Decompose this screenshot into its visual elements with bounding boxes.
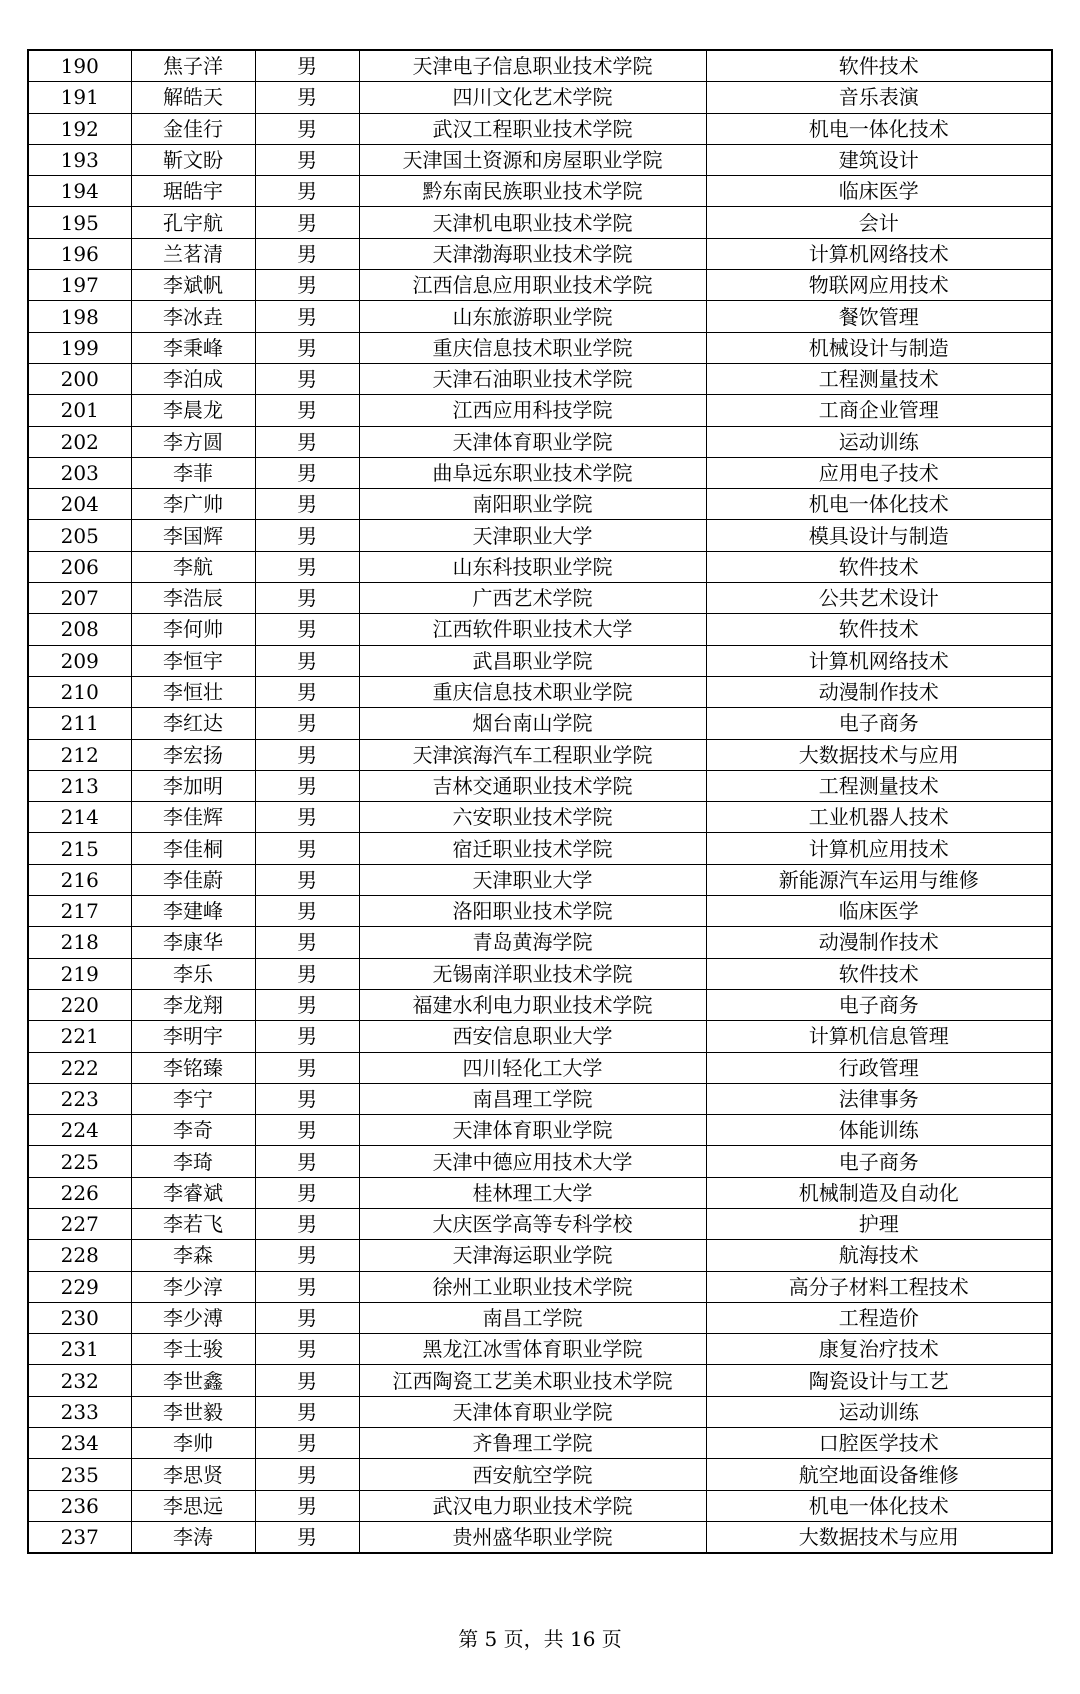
major-cell: 计算机应用技术 bbox=[706, 833, 1052, 864]
name-cell: 李秉峰 bbox=[131, 332, 255, 363]
gender-cell: 男 bbox=[255, 332, 359, 363]
gender-cell: 男 bbox=[255, 1208, 359, 1239]
table-row bbox=[28, 770, 1052, 801]
major-cell: 软件技术 bbox=[706, 50, 1052, 82]
school-cell: 洛阳职业技术学院 bbox=[359, 896, 706, 927]
row-number-cell: 204 bbox=[28, 489, 131, 520]
row-number-cell: 217 bbox=[28, 896, 131, 927]
table-row bbox=[28, 1052, 1052, 1083]
name-cell: 李建峰 bbox=[131, 896, 255, 927]
table-row bbox=[28, 520, 1052, 551]
name-cell: 李恒宇 bbox=[131, 645, 255, 676]
gender-cell: 男 bbox=[255, 1177, 359, 1208]
name-cell: 李宁 bbox=[131, 1083, 255, 1114]
table-row bbox=[28, 363, 1052, 394]
gender-cell: 男 bbox=[255, 1521, 359, 1553]
school-cell: 武昌职业学院 bbox=[359, 645, 706, 676]
major-cell: 电子商务 bbox=[706, 1146, 1052, 1177]
major-cell: 航海技术 bbox=[706, 1240, 1052, 1271]
school-cell: 天津海运职业学院 bbox=[359, 1240, 706, 1271]
major-cell: 临床医学 bbox=[706, 176, 1052, 207]
major-cell: 机电一体化技术 bbox=[706, 113, 1052, 144]
name-cell: 李佳桐 bbox=[131, 833, 255, 864]
row-number-cell: 202 bbox=[28, 426, 131, 457]
major-cell: 计算机信息管理 bbox=[706, 1021, 1052, 1052]
school-cell: 烟台南山学院 bbox=[359, 708, 706, 739]
table-row bbox=[28, 1083, 1052, 1114]
table-row bbox=[28, 1115, 1052, 1146]
major-cell: 计算机网络技术 bbox=[706, 645, 1052, 676]
row-number-cell: 194 bbox=[28, 176, 131, 207]
major-cell: 机电一体化技术 bbox=[706, 489, 1052, 520]
name-cell: 李少溥 bbox=[131, 1302, 255, 1333]
table-row bbox=[28, 645, 1052, 676]
gender-cell: 男 bbox=[255, 113, 359, 144]
gender-cell: 男 bbox=[255, 1396, 359, 1427]
table-row bbox=[28, 1271, 1052, 1302]
row-number-cell: 230 bbox=[28, 1302, 131, 1333]
school-cell: 天津体育职业学院 bbox=[359, 426, 706, 457]
school-cell: 南昌理工学院 bbox=[359, 1083, 706, 1114]
row-number-cell: 236 bbox=[28, 1490, 131, 1521]
gender-cell: 男 bbox=[255, 1240, 359, 1271]
table-row bbox=[28, 238, 1052, 269]
table-row bbox=[28, 1396, 1052, 1427]
roster-table bbox=[27, 49, 1053, 1554]
row-number-cell: 224 bbox=[28, 1115, 131, 1146]
school-cell: 无锡南洋职业技术学院 bbox=[359, 958, 706, 989]
row-number-cell: 203 bbox=[28, 457, 131, 488]
gender-cell: 男 bbox=[255, 864, 359, 895]
table-row bbox=[28, 395, 1052, 426]
row-number-cell: 205 bbox=[28, 520, 131, 551]
table-row bbox=[28, 426, 1052, 457]
name-cell: 李士骏 bbox=[131, 1334, 255, 1365]
row-number-cell: 213 bbox=[28, 770, 131, 801]
school-cell: 山东旅游职业学院 bbox=[359, 301, 706, 332]
gender-cell: 男 bbox=[255, 207, 359, 238]
school-cell: 天津国土资源和房屋职业学院 bbox=[359, 144, 706, 175]
table-row bbox=[28, 301, 1052, 332]
school-cell: 天津体育职业学院 bbox=[359, 1115, 706, 1146]
major-cell: 口腔医学技术 bbox=[706, 1428, 1052, 1459]
gender-cell: 男 bbox=[255, 1428, 359, 1459]
table-row bbox=[28, 489, 1052, 520]
major-cell: 软件技术 bbox=[706, 551, 1052, 582]
name-cell: 李帅 bbox=[131, 1428, 255, 1459]
major-cell: 动漫制作技术 bbox=[706, 676, 1052, 707]
roster-table-body bbox=[28, 50, 1052, 1553]
row-number-cell: 196 bbox=[28, 238, 131, 269]
name-cell: 李泊成 bbox=[131, 363, 255, 394]
row-number-cell: 227 bbox=[28, 1208, 131, 1239]
major-cell: 动漫制作技术 bbox=[706, 927, 1052, 958]
major-cell: 工程造价 bbox=[706, 1302, 1052, 1333]
school-cell: 四川文化艺术学院 bbox=[359, 82, 706, 113]
school-cell: 桂林理工大学 bbox=[359, 1177, 706, 1208]
gender-cell: 男 bbox=[255, 363, 359, 394]
table-row bbox=[28, 1428, 1052, 1459]
table-row bbox=[28, 802, 1052, 833]
major-cell: 工程测量技术 bbox=[706, 770, 1052, 801]
table-row bbox=[28, 207, 1052, 238]
table-row bbox=[28, 896, 1052, 927]
gender-cell: 男 bbox=[255, 520, 359, 551]
row-number-cell: 201 bbox=[28, 395, 131, 426]
name-cell: 李广帅 bbox=[131, 489, 255, 520]
table-row bbox=[28, 958, 1052, 989]
table-row bbox=[28, 864, 1052, 895]
name-cell: 李睿斌 bbox=[131, 1177, 255, 1208]
major-cell: 运动训练 bbox=[706, 1396, 1052, 1427]
gender-cell: 男 bbox=[255, 958, 359, 989]
gender-cell: 男 bbox=[255, 583, 359, 614]
major-cell: 临床医学 bbox=[706, 896, 1052, 927]
school-cell: 天津机电职业技术学院 bbox=[359, 207, 706, 238]
row-number-cell: 232 bbox=[28, 1365, 131, 1396]
row-number-cell: 229 bbox=[28, 1271, 131, 1302]
name-cell: 李何帅 bbox=[131, 614, 255, 645]
school-cell: 江西信息应用职业技术学院 bbox=[359, 270, 706, 301]
gender-cell: 男 bbox=[255, 1490, 359, 1521]
name-cell: 李龙翔 bbox=[131, 989, 255, 1020]
school-cell: 广西艺术学院 bbox=[359, 583, 706, 614]
gender-cell: 男 bbox=[255, 1271, 359, 1302]
row-number-cell: 215 bbox=[28, 833, 131, 864]
table-row bbox=[28, 1146, 1052, 1177]
gender-cell: 男 bbox=[255, 50, 359, 82]
school-cell: 武汉工程职业技术学院 bbox=[359, 113, 706, 144]
table-row bbox=[28, 176, 1052, 207]
name-cell: 焦子洋 bbox=[131, 50, 255, 82]
school-cell: 黑龙江冰雪体育职业学院 bbox=[359, 1334, 706, 1365]
table-row bbox=[28, 332, 1052, 363]
major-cell: 软件技术 bbox=[706, 958, 1052, 989]
gender-cell: 男 bbox=[255, 270, 359, 301]
major-cell: 机械制造及自动化 bbox=[706, 1177, 1052, 1208]
row-number-cell: 220 bbox=[28, 989, 131, 1020]
school-cell: 南昌工学院 bbox=[359, 1302, 706, 1333]
gender-cell: 男 bbox=[255, 176, 359, 207]
table-row bbox=[28, 144, 1052, 175]
row-number-cell: 200 bbox=[28, 363, 131, 394]
gender-cell: 男 bbox=[255, 1459, 359, 1490]
row-number-cell: 216 bbox=[28, 864, 131, 895]
table-row bbox=[28, 1490, 1052, 1521]
gender-cell: 男 bbox=[255, 1052, 359, 1083]
table-row bbox=[28, 457, 1052, 488]
row-number-cell: 210 bbox=[28, 676, 131, 707]
gender-cell: 男 bbox=[255, 1021, 359, 1052]
gender-cell: 男 bbox=[255, 927, 359, 958]
table-row bbox=[28, 82, 1052, 113]
gender-cell: 男 bbox=[255, 802, 359, 833]
row-number-cell: 225 bbox=[28, 1146, 131, 1177]
row-number-cell: 237 bbox=[28, 1521, 131, 1553]
name-cell: 李涛 bbox=[131, 1521, 255, 1553]
major-cell: 高分子材料工程技术 bbox=[706, 1271, 1052, 1302]
table-row bbox=[28, 583, 1052, 614]
row-number-cell: 193 bbox=[28, 144, 131, 175]
major-cell: 机电一体化技术 bbox=[706, 1490, 1052, 1521]
table-row bbox=[28, 833, 1052, 864]
name-cell: 兰茗清 bbox=[131, 238, 255, 269]
school-cell: 六安职业技术学院 bbox=[359, 802, 706, 833]
school-cell: 齐鲁理工学院 bbox=[359, 1428, 706, 1459]
school-cell: 南阳职业学院 bbox=[359, 489, 706, 520]
name-cell: 李康华 bbox=[131, 927, 255, 958]
table-row bbox=[28, 270, 1052, 301]
major-cell: 体能训练 bbox=[706, 1115, 1052, 1146]
name-cell: 李世鑫 bbox=[131, 1365, 255, 1396]
major-cell: 行政管理 bbox=[706, 1052, 1052, 1083]
name-cell: 李明宇 bbox=[131, 1021, 255, 1052]
name-cell: 李若飞 bbox=[131, 1208, 255, 1239]
row-number-cell: 198 bbox=[28, 301, 131, 332]
major-cell: 会计 bbox=[706, 207, 1052, 238]
major-cell: 新能源汽车运用与维修 bbox=[706, 864, 1052, 895]
name-cell: 靳文盼 bbox=[131, 144, 255, 175]
gender-cell: 男 bbox=[255, 1334, 359, 1365]
table-row bbox=[28, 50, 1052, 82]
school-cell: 天津职业大学 bbox=[359, 520, 706, 551]
school-cell: 重庆信息技术职业学院 bbox=[359, 332, 706, 363]
gender-cell: 男 bbox=[255, 426, 359, 457]
table-row bbox=[28, 1521, 1052, 1553]
gender-cell: 男 bbox=[255, 739, 359, 770]
name-cell: 琚皓宇 bbox=[131, 176, 255, 207]
table-row bbox=[28, 1208, 1052, 1239]
school-cell: 西安航空学院 bbox=[359, 1459, 706, 1490]
name-cell: 李思远 bbox=[131, 1490, 255, 1521]
name-cell: 李浩辰 bbox=[131, 583, 255, 614]
school-cell: 天津电子信息职业技术学院 bbox=[359, 50, 706, 82]
row-number-cell: 228 bbox=[28, 1240, 131, 1271]
gender-cell: 男 bbox=[255, 1146, 359, 1177]
name-cell: 李红达 bbox=[131, 708, 255, 739]
major-cell: 计算机网络技术 bbox=[706, 238, 1052, 269]
table-row bbox=[28, 1334, 1052, 1365]
gender-cell: 男 bbox=[255, 676, 359, 707]
name-cell: 李晨龙 bbox=[131, 395, 255, 426]
name-cell: 李佳蔚 bbox=[131, 864, 255, 895]
major-cell: 大数据技术与应用 bbox=[706, 739, 1052, 770]
name-cell: 李冰垚 bbox=[131, 301, 255, 332]
table-row bbox=[28, 1365, 1052, 1396]
row-number-cell: 195 bbox=[28, 207, 131, 238]
school-cell: 黔东南民族职业技术学院 bbox=[359, 176, 706, 207]
name-cell: 李铭臻 bbox=[131, 1052, 255, 1083]
school-cell: 天津渤海职业技术学院 bbox=[359, 238, 706, 269]
major-cell: 模具设计与制造 bbox=[706, 520, 1052, 551]
name-cell: 李世毅 bbox=[131, 1396, 255, 1427]
row-number-cell: 209 bbox=[28, 645, 131, 676]
gender-cell: 男 bbox=[255, 238, 359, 269]
row-number-cell: 219 bbox=[28, 958, 131, 989]
school-cell: 曲阜远东职业技术学院 bbox=[359, 457, 706, 488]
major-cell: 机械设计与制造 bbox=[706, 332, 1052, 363]
row-number-cell: 208 bbox=[28, 614, 131, 645]
name-cell: 李国辉 bbox=[131, 520, 255, 551]
major-cell: 护理 bbox=[706, 1208, 1052, 1239]
school-cell: 武汉电力职业技术学院 bbox=[359, 1490, 706, 1521]
row-number-cell: 235 bbox=[28, 1459, 131, 1490]
gender-cell: 男 bbox=[255, 989, 359, 1020]
name-cell: 李思贤 bbox=[131, 1459, 255, 1490]
gender-cell: 男 bbox=[255, 1302, 359, 1333]
major-cell: 电子商务 bbox=[706, 708, 1052, 739]
school-cell: 吉林交通职业技术学院 bbox=[359, 770, 706, 801]
major-cell: 运动训练 bbox=[706, 426, 1052, 457]
table-row bbox=[28, 739, 1052, 770]
school-cell: 江西陶瓷工艺美术职业技术学院 bbox=[359, 1365, 706, 1396]
school-cell: 天津中德应用技术大学 bbox=[359, 1146, 706, 1177]
name-cell: 金佳行 bbox=[131, 113, 255, 144]
major-cell: 法律事务 bbox=[706, 1083, 1052, 1114]
name-cell: 李琦 bbox=[131, 1146, 255, 1177]
major-cell: 电子商务 bbox=[706, 989, 1052, 1020]
table-row bbox=[28, 989, 1052, 1020]
table-row bbox=[28, 927, 1052, 958]
gender-cell: 男 bbox=[255, 645, 359, 676]
gender-cell: 男 bbox=[255, 833, 359, 864]
page-footer: 第 5 页，共 16 页 bbox=[458, 1627, 622, 1651]
name-cell: 李少淳 bbox=[131, 1271, 255, 1302]
table-row bbox=[28, 1459, 1052, 1490]
gender-cell: 男 bbox=[255, 457, 359, 488]
table-row bbox=[28, 551, 1052, 582]
row-number-cell: 199 bbox=[28, 332, 131, 363]
row-number-cell: 190 bbox=[28, 50, 131, 82]
name-cell: 李斌帆 bbox=[131, 270, 255, 301]
table-row bbox=[28, 1021, 1052, 1052]
gender-cell: 男 bbox=[255, 770, 359, 801]
gender-cell: 男 bbox=[255, 896, 359, 927]
table-row bbox=[28, 1177, 1052, 1208]
name-cell: 李方圆 bbox=[131, 426, 255, 457]
school-cell: 天津职业大学 bbox=[359, 864, 706, 895]
row-number-cell: 214 bbox=[28, 802, 131, 833]
row-number-cell: 233 bbox=[28, 1396, 131, 1427]
major-cell: 工商企业管理 bbox=[706, 395, 1052, 426]
table-row bbox=[28, 1240, 1052, 1271]
row-number-cell: 222 bbox=[28, 1052, 131, 1083]
gender-cell: 男 bbox=[255, 1115, 359, 1146]
school-cell: 徐州工业职业技术学院 bbox=[359, 1271, 706, 1302]
major-cell: 公共艺术设计 bbox=[706, 583, 1052, 614]
table-row bbox=[28, 676, 1052, 707]
name-cell: 解皓天 bbox=[131, 82, 255, 113]
row-number-cell: 234 bbox=[28, 1428, 131, 1459]
major-cell: 大数据技术与应用 bbox=[706, 1521, 1052, 1553]
school-cell: 重庆信息技术职业学院 bbox=[359, 676, 706, 707]
major-cell: 音乐表演 bbox=[706, 82, 1052, 113]
school-cell: 四川轻化工大学 bbox=[359, 1052, 706, 1083]
school-cell: 西安信息职业大学 bbox=[359, 1021, 706, 1052]
row-number-cell: 212 bbox=[28, 739, 131, 770]
school-cell: 宿迁职业技术学院 bbox=[359, 833, 706, 864]
school-cell: 江西应用科技学院 bbox=[359, 395, 706, 426]
table-row bbox=[28, 113, 1052, 144]
row-number-cell: 207 bbox=[28, 583, 131, 614]
name-cell: 李佳辉 bbox=[131, 802, 255, 833]
major-cell: 建筑设计 bbox=[706, 144, 1052, 175]
table-row bbox=[28, 614, 1052, 645]
row-number-cell: 231 bbox=[28, 1334, 131, 1365]
table-row bbox=[28, 1302, 1052, 1333]
row-number-cell: 191 bbox=[28, 82, 131, 113]
name-cell: 李恒壮 bbox=[131, 676, 255, 707]
row-number-cell: 192 bbox=[28, 113, 131, 144]
major-cell: 物联网应用技术 bbox=[706, 270, 1052, 301]
major-cell: 应用电子技术 bbox=[706, 457, 1052, 488]
gender-cell: 男 bbox=[255, 301, 359, 332]
name-cell: 李航 bbox=[131, 551, 255, 582]
school-cell: 青岛黄海学院 bbox=[359, 927, 706, 958]
table-row bbox=[28, 708, 1052, 739]
name-cell: 李森 bbox=[131, 1240, 255, 1271]
gender-cell: 男 bbox=[255, 551, 359, 582]
major-cell: 餐饮管理 bbox=[706, 301, 1052, 332]
school-cell: 江西软件职业技术大学 bbox=[359, 614, 706, 645]
school-cell: 贵州盛华职业学院 bbox=[359, 1521, 706, 1553]
school-cell: 山东科技职业学院 bbox=[359, 551, 706, 582]
row-number-cell: 223 bbox=[28, 1083, 131, 1114]
gender-cell: 男 bbox=[255, 1083, 359, 1114]
major-cell: 工业机器人技术 bbox=[706, 802, 1052, 833]
gender-cell: 男 bbox=[255, 489, 359, 520]
name-cell: 李宏扬 bbox=[131, 739, 255, 770]
school-cell: 天津体育职业学院 bbox=[359, 1396, 706, 1427]
school-cell: 天津滨海汽车工程职业学院 bbox=[359, 739, 706, 770]
major-cell: 软件技术 bbox=[706, 614, 1052, 645]
name-cell: 李菲 bbox=[131, 457, 255, 488]
school-cell: 大庆医学高等专科学校 bbox=[359, 1208, 706, 1239]
name-cell: 李乐 bbox=[131, 958, 255, 989]
row-number-cell: 206 bbox=[28, 551, 131, 582]
school-cell: 天津石油职业技术学院 bbox=[359, 363, 706, 394]
major-cell: 航空地面设备维修 bbox=[706, 1459, 1052, 1490]
major-cell: 康复治疗技术 bbox=[706, 1334, 1052, 1365]
gender-cell: 男 bbox=[255, 614, 359, 645]
name-cell: 李奇 bbox=[131, 1115, 255, 1146]
row-number-cell: 211 bbox=[28, 708, 131, 739]
gender-cell: 男 bbox=[255, 395, 359, 426]
gender-cell: 男 bbox=[255, 144, 359, 175]
name-cell: 李加明 bbox=[131, 770, 255, 801]
gender-cell: 男 bbox=[255, 1365, 359, 1396]
row-number-cell: 221 bbox=[28, 1021, 131, 1052]
row-number-cell: 197 bbox=[28, 270, 131, 301]
row-number-cell: 218 bbox=[28, 927, 131, 958]
major-cell: 陶瓷设计与工艺 bbox=[706, 1365, 1052, 1396]
school-cell: 福建水利电力职业技术学院 bbox=[359, 989, 706, 1020]
gender-cell: 男 bbox=[255, 708, 359, 739]
name-cell: 孔宇航 bbox=[131, 207, 255, 238]
gender-cell: 男 bbox=[255, 82, 359, 113]
major-cell: 工程测量技术 bbox=[706, 363, 1052, 394]
row-number-cell: 226 bbox=[28, 1177, 131, 1208]
